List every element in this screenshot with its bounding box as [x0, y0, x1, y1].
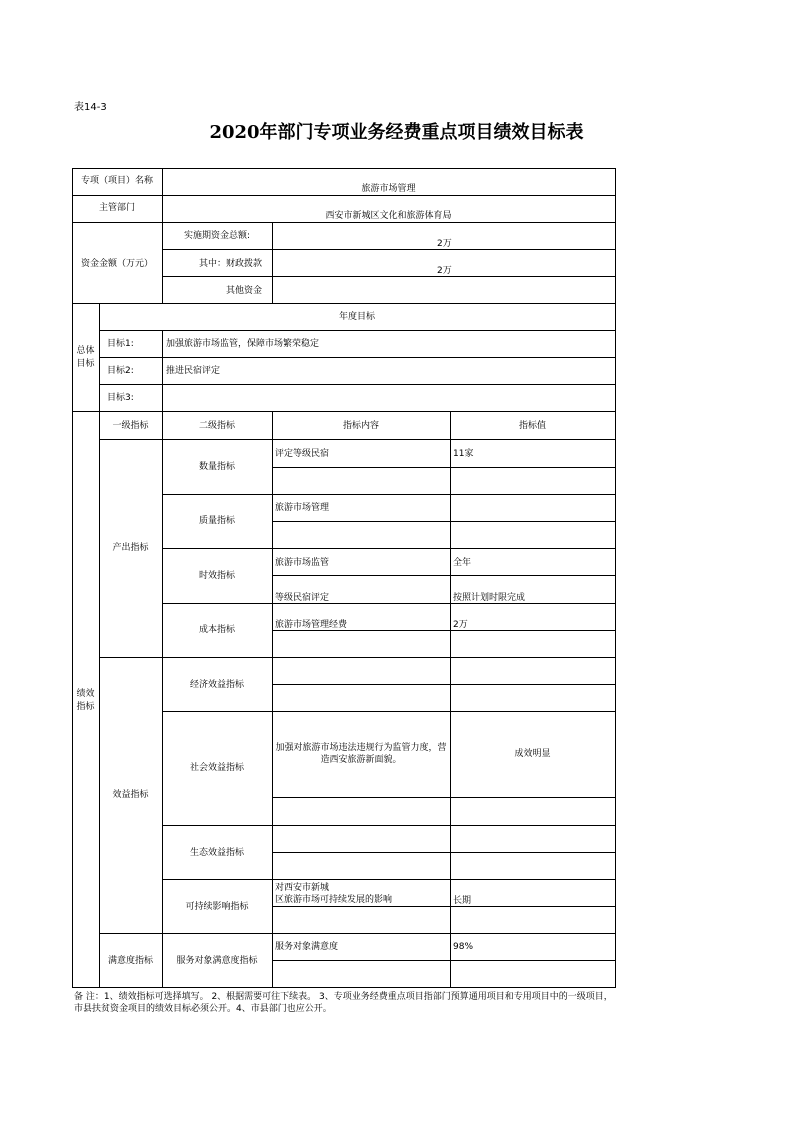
- overall-goal-label-2: 目标: [76, 359, 95, 369]
- sustainable-indicator-label: 可持续影响指标: [185, 902, 249, 912]
- output-indicator-label: 产出指标: [112, 543, 149, 553]
- satisfaction-content-1: 服务对象满意度: [275, 942, 339, 952]
- project-name-value: 旅游市场管理: [361, 184, 416, 194]
- page-title: 2020年部门专项业务经费重点项目绩效目标表: [209, 122, 584, 143]
- overall-goal-label-1: 总体: [76, 346, 95, 356]
- department-label: 主管部门: [98, 203, 135, 213]
- timeliness-value-2: 按照计划时限完成: [453, 593, 526, 603]
- quantity-content-1: 评定等级民宿: [275, 449, 330, 459]
- social-indicator-label: 社会效益指标: [189, 763, 244, 773]
- funds-total-label: 实施期资金总额:: [183, 231, 251, 241]
- project-name-label: 专项（项目）名称: [80, 176, 153, 186]
- timeliness-content-1: 旅游市场监管: [275, 558, 330, 568]
- satisfaction-value-1: 98%: [453, 942, 474, 952]
- social-content-1: 加强对旅游市场违法违规行为监管力度，营造西安旅游新面貌。: [275, 743, 447, 765]
- sustainable-value-1: 长期: [453, 896, 472, 906]
- economic-indicator-label: 经济效益指标: [189, 680, 244, 690]
- footnote: 备 注：1、绩效指标可选择填写。 2、根据需要可往下续表。 3、专项业务经费重点项目指部门预算通用项目和专用项目中的一级项目，市县扶贫资金项目的绩效目标必须公开。4、市县部门也应公开。: [74, 992, 613, 1014]
- effect-indicator-label: 效益指标: [112, 790, 149, 800]
- quality-content-1: 旅游市场管理: [275, 503, 330, 513]
- goal-2-label: 目标2:: [107, 366, 134, 376]
- performance-target-table: [72, 168, 615, 987]
- funds-fiscal-label: 其中：财政拨款: [199, 259, 263, 269]
- perf-indicator-label-1: 绩效: [76, 689, 95, 699]
- year-goal-header: 年度目标: [338, 312, 375, 322]
- timeliness-indicator-label: 时效指标: [198, 571, 235, 581]
- goal-1-label: 目标1:: [107, 339, 134, 349]
- quality-indicator-label: 质量指标: [198, 516, 235, 526]
- cost-value-1: 2万: [453, 620, 468, 630]
- quantity-indicator-label: 数量指标: [198, 462, 235, 472]
- goal-2-text: 推进民宿评定: [166, 366, 221, 376]
- social-value-1: 成效明显: [514, 749, 551, 759]
- sustainable-content-1b: 区旅游市场可持续发展的影响: [275, 895, 393, 905]
- timeliness-content-2: 等级民宿评定: [275, 593, 330, 603]
- header-content: 指标内容: [342, 421, 379, 431]
- goal-1-text: 加强旅游市场监管，保障市场繁荣稳定: [166, 339, 320, 349]
- perf-indicator-label-2: 指标: [76, 702, 95, 712]
- funds-fiscal-value: 2万: [437, 266, 452, 276]
- satisfaction-indicator-label: 满意度指标: [107, 956, 153, 966]
- funds-other-label: 其他资金: [226, 286, 263, 296]
- goal-3-label: 目标3:: [107, 393, 134, 403]
- quantity-value-1: 11家: [453, 449, 474, 459]
- cost-indicator-label: 成本指标: [198, 625, 235, 635]
- sustainable-content-1a: 对西安市新城: [275, 883, 330, 893]
- header-level2: 二级指标: [198, 421, 235, 431]
- funds-label: 资金金额（万元）: [80, 259, 153, 269]
- ecological-indicator-label: 生态效益指标: [189, 848, 244, 858]
- funds-total-value: 2万: [437, 239, 452, 249]
- department-value: 西安市新城区文化和旅游体育局: [325, 211, 452, 221]
- table-code: 表14-3: [74, 102, 107, 113]
- header-level1: 一级指标: [112, 421, 149, 431]
- timeliness-value-1: 全年: [453, 558, 472, 568]
- satisfaction-sub-label: 服务对象满意度指标: [176, 956, 258, 966]
- cost-content-1: 旅游市场管理经费: [275, 620, 348, 630]
- header-value: 指标值: [518, 421, 546, 431]
